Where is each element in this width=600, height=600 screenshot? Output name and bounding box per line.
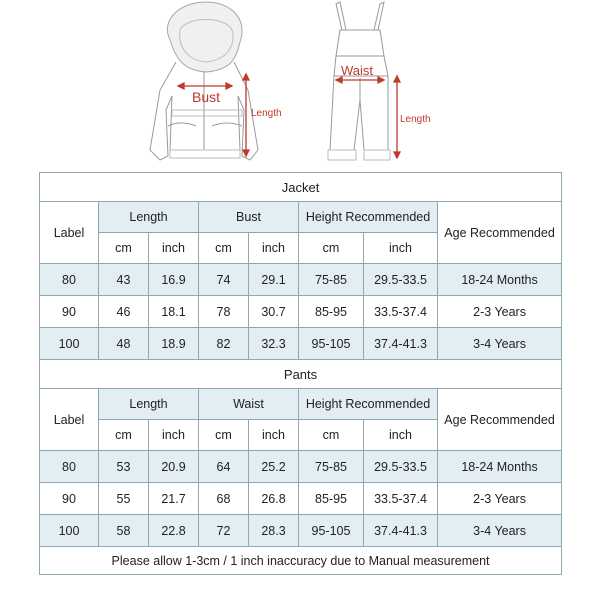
jacket-title-row [40,173,562,202]
pants-length-label: Length [400,114,431,125]
unit-cell: cm [299,420,364,451]
jacket-length-header: Length [99,202,199,233]
table-cell: 18.1 [149,296,199,328]
table-row [40,451,562,483]
table-row [40,328,562,360]
unit-cell: inch [249,420,299,451]
bust-label: Bust [192,89,221,105]
unit-cell: cm [99,233,149,264]
table-row [40,296,562,328]
table-row [40,483,562,515]
table-cell: 33.5-37.4 [364,296,438,328]
table-cell: 95-105 [299,328,364,360]
table-cell: 72 [199,515,249,547]
measurement-note: Please allow 1-3cm / 1 inch inaccuracy due to Manual measurement [40,547,562,575]
pants-waist-header: Waist [199,389,299,420]
table-cell: 46 [99,296,149,328]
size-chart-table [39,172,562,575]
table-cell: 74 [199,264,249,296]
table-cell: 29.1 [249,264,299,296]
table-cell: 20.9 [149,451,199,483]
table-cell: 18.9 [149,328,199,360]
table-cell: 48 [99,328,149,360]
size-label-cell: 80 [40,451,99,483]
jacket-drawing [150,2,258,160]
unit-cell: inch [149,233,199,264]
table-cell: 3-4 Years [438,515,562,547]
jacket-label-header: Label [40,202,99,264]
table-cell: 16.9 [149,264,199,296]
table-cell: 68 [199,483,249,515]
pants-header-row [40,389,562,420]
table-cell: 85-95 [299,296,364,328]
table-cell: 75-85 [299,451,364,483]
table-cell: 75-85 [299,264,364,296]
table-cell: 64 [199,451,249,483]
table-cell: 2-3 Years [438,483,562,515]
pants-label-header: Label [40,389,99,451]
unit-cell: cm [299,233,364,264]
size-label-cell: 90 [40,483,99,515]
unit-cell: cm [199,420,249,451]
note-row [40,547,562,575]
unit-cell: inch [149,420,199,451]
table-cell: 29.5-33.5 [364,451,438,483]
table-cell: 32.3 [249,328,299,360]
unit-cell: inch [364,420,438,451]
waist-label: Waist [341,63,374,78]
jacket-height-header: Height Recommended [299,202,438,233]
jacket-header-row [40,202,562,233]
unit-cell: cm [199,233,249,264]
pants-height-header: Height Recommended [299,389,438,420]
table-row [40,515,562,547]
pants-age-header: Age Recommended [438,389,562,451]
pants-length-header: Length [99,389,199,420]
table-cell: 30.7 [249,296,299,328]
jacket-title: Jacket [40,173,562,202]
table-cell: 25.2 [249,451,299,483]
table-cell: 33.5-37.4 [364,483,438,515]
table-cell: 82 [199,328,249,360]
pants-title-row [40,360,562,389]
table-cell: 85-95 [299,483,364,515]
table-cell: 29.5-33.5 [364,264,438,296]
jacket-bust-header: Bust [199,202,299,233]
table-cell: 21.7 [149,483,199,515]
table-cell: 26.8 [249,483,299,515]
unit-cell: inch [364,233,438,264]
table-cell: 55 [99,483,149,515]
unit-cell: cm [99,420,149,451]
table-row [40,264,562,296]
table-cell: 37.4-41.3 [364,328,438,360]
jacket-length-label: Length [251,108,282,119]
size-label-cell: 80 [40,264,99,296]
garment-sketch [0,0,600,170]
size-label-cell: 100 [40,328,99,360]
table-cell: 28.3 [249,515,299,547]
table-cell: 43 [99,264,149,296]
table-cell: 3-4 Years [438,328,562,360]
table-cell: 53 [99,451,149,483]
table-cell: 18-24 Months [438,264,562,296]
pants-title: Pants [40,360,562,389]
unit-cell: inch [249,233,299,264]
table-cell: 58 [99,515,149,547]
jacket-age-header: Age Recommended [438,202,562,264]
size-label-cell: 90 [40,296,99,328]
table-cell: 78 [199,296,249,328]
table-cell: 2-3 Years [438,296,562,328]
table-cell: 18-24 Months [438,451,562,483]
table-cell: 95-105 [299,515,364,547]
table-cell: 22.8 [149,515,199,547]
table-cell: 37.4-41.3 [364,515,438,547]
size-label-cell: 100 [40,515,99,547]
garment-illustration [0,0,600,170]
